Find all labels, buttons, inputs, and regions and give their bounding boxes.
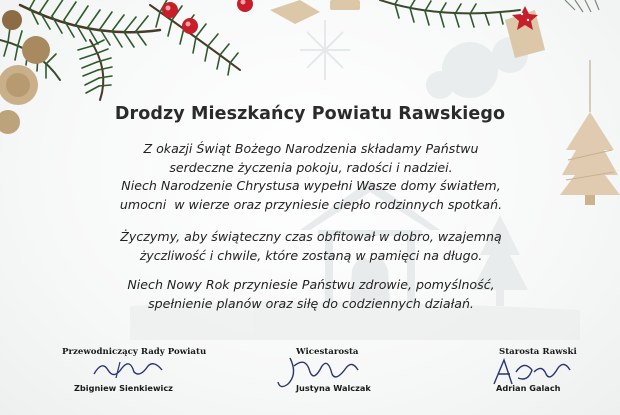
snow-star-icon (300, 20, 350, 80)
greeting-title: Drodzy Mieszkańcy Powiatu Rawskiego (114, 104, 506, 124)
pine-tip-icon (565, 0, 599, 12)
red-berries-icon (162, 0, 253, 34)
signature-name: Justyna Walczak (296, 383, 371, 393)
text-line: spełnienie planów oraz siłę do codziennych działań. (148, 295, 474, 311)
text-line: życzliwość i chwile, które zostaną w pamięci na długo. (139, 247, 483, 263)
text-line: umocni w wierze oraz przyniesie ciepło rodzinnych spotkań. (119, 196, 503, 212)
wooden-tree-ornament-icon (560, 60, 620, 205)
text-line: Życzymy, aby świąteczny czas obfitował w dobro, wzajemną (120, 229, 502, 244)
text-line: serdeczne życzenia pokoju, radości i nadziei. (169, 159, 453, 175)
signature-name: Zbigniew Sienkiewicz (74, 383, 173, 393)
signature-role: Przewodniczący Rady Powiatu (62, 347, 207, 357)
text-line: Niech Nowy Rok przyniesie Państwu zdrowie, pomyślność, (127, 277, 495, 292)
text-line: Niech Narodzenie Chrystusa wypełni Wasze domy światłem, (121, 178, 501, 193)
text-line: Z okazji Świąt Bożego Narodzenia składamy Państwu (143, 141, 479, 156)
signature-role: Starosta Rawski (499, 347, 577, 357)
paragraph-wishes (96, 140, 526, 214)
paragraph-new-year (96, 276, 526, 313)
signature-role: Wicestarosta (296, 347, 359, 357)
signature-name: Adrian Galach (496, 383, 561, 393)
handwritten-signature (90, 356, 170, 382)
paragraph-holiday (96, 228, 526, 265)
